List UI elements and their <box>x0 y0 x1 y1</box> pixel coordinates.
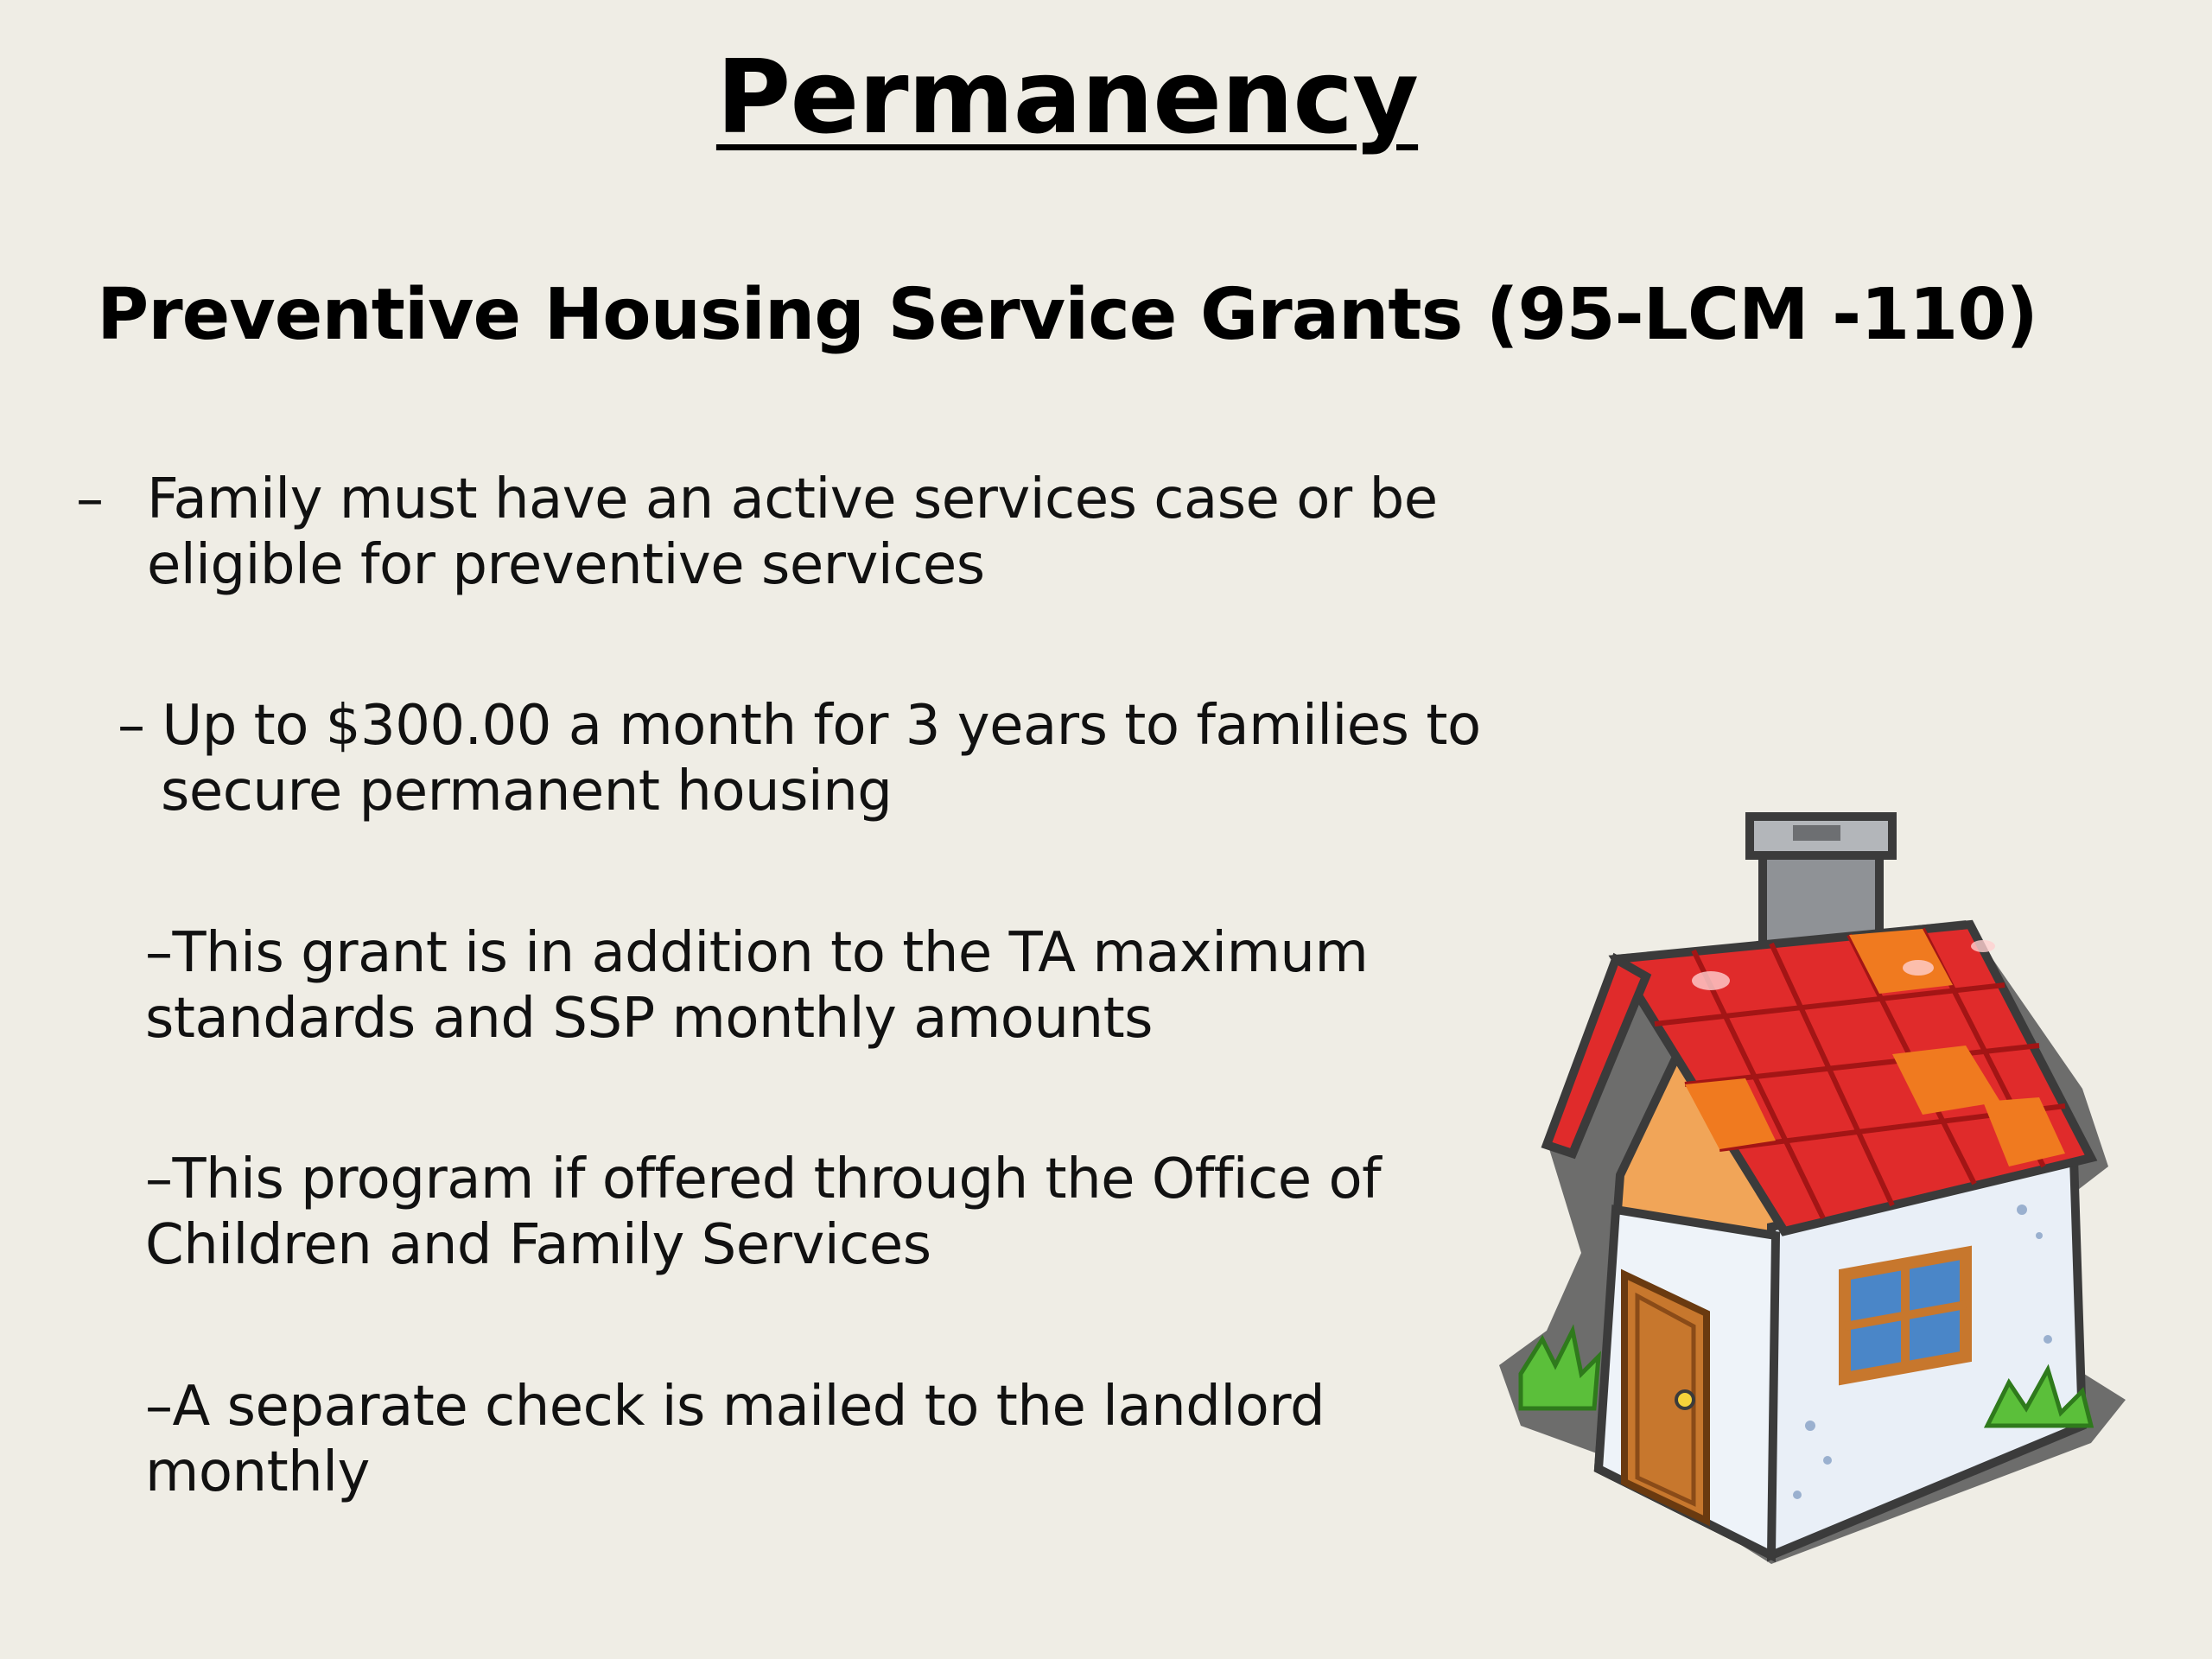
slide-title <box>0 37 2134 156</box>
slide-subtitle: Preventive Housing Service Grants (95-LCM -110) <box>97 274 2037 356</box>
bullet-1-line-2: eligible for preventive services <box>147 533 985 597</box>
bullet-5 <box>145 1374 1325 1505</box>
bullet-4 <box>145 1147 1381 1278</box>
bullet-2-line-1: – Up to $300.00 a month for 3 years to families to <box>118 694 1481 758</box>
bullet-1-line-1: Family must have an active services case or be <box>147 467 1438 531</box>
bullet-3-line-1: –This grant is in addition to the TA maximum <box>145 921 1369 985</box>
bullet-5-line-1: –A separate check is mailed to the landlord <box>145 1375 1325 1439</box>
bullet-4-line-2: Children and Family Services <box>145 1213 931 1277</box>
bullet-1-dash: – <box>76 467 104 531</box>
bullet-3-line-2: standards and SSP monthly amounts <box>145 987 1153 1051</box>
slide-title-text: Permanency <box>715 37 1419 156</box>
bullet-2-line-2: secure permanent housing <box>161 760 893 823</box>
bullet-2 <box>118 693 1481 824</box>
bullet-5-line-2: monthly <box>145 1440 370 1504</box>
bullet-1 <box>147 467 1438 598</box>
bullet-3 <box>145 920 1368 1052</box>
bullet-4-line-1: –This program if offered through the Office of <box>145 1147 1382 1211</box>
cartoon-house-icon <box>1486 804 2134 1581</box>
